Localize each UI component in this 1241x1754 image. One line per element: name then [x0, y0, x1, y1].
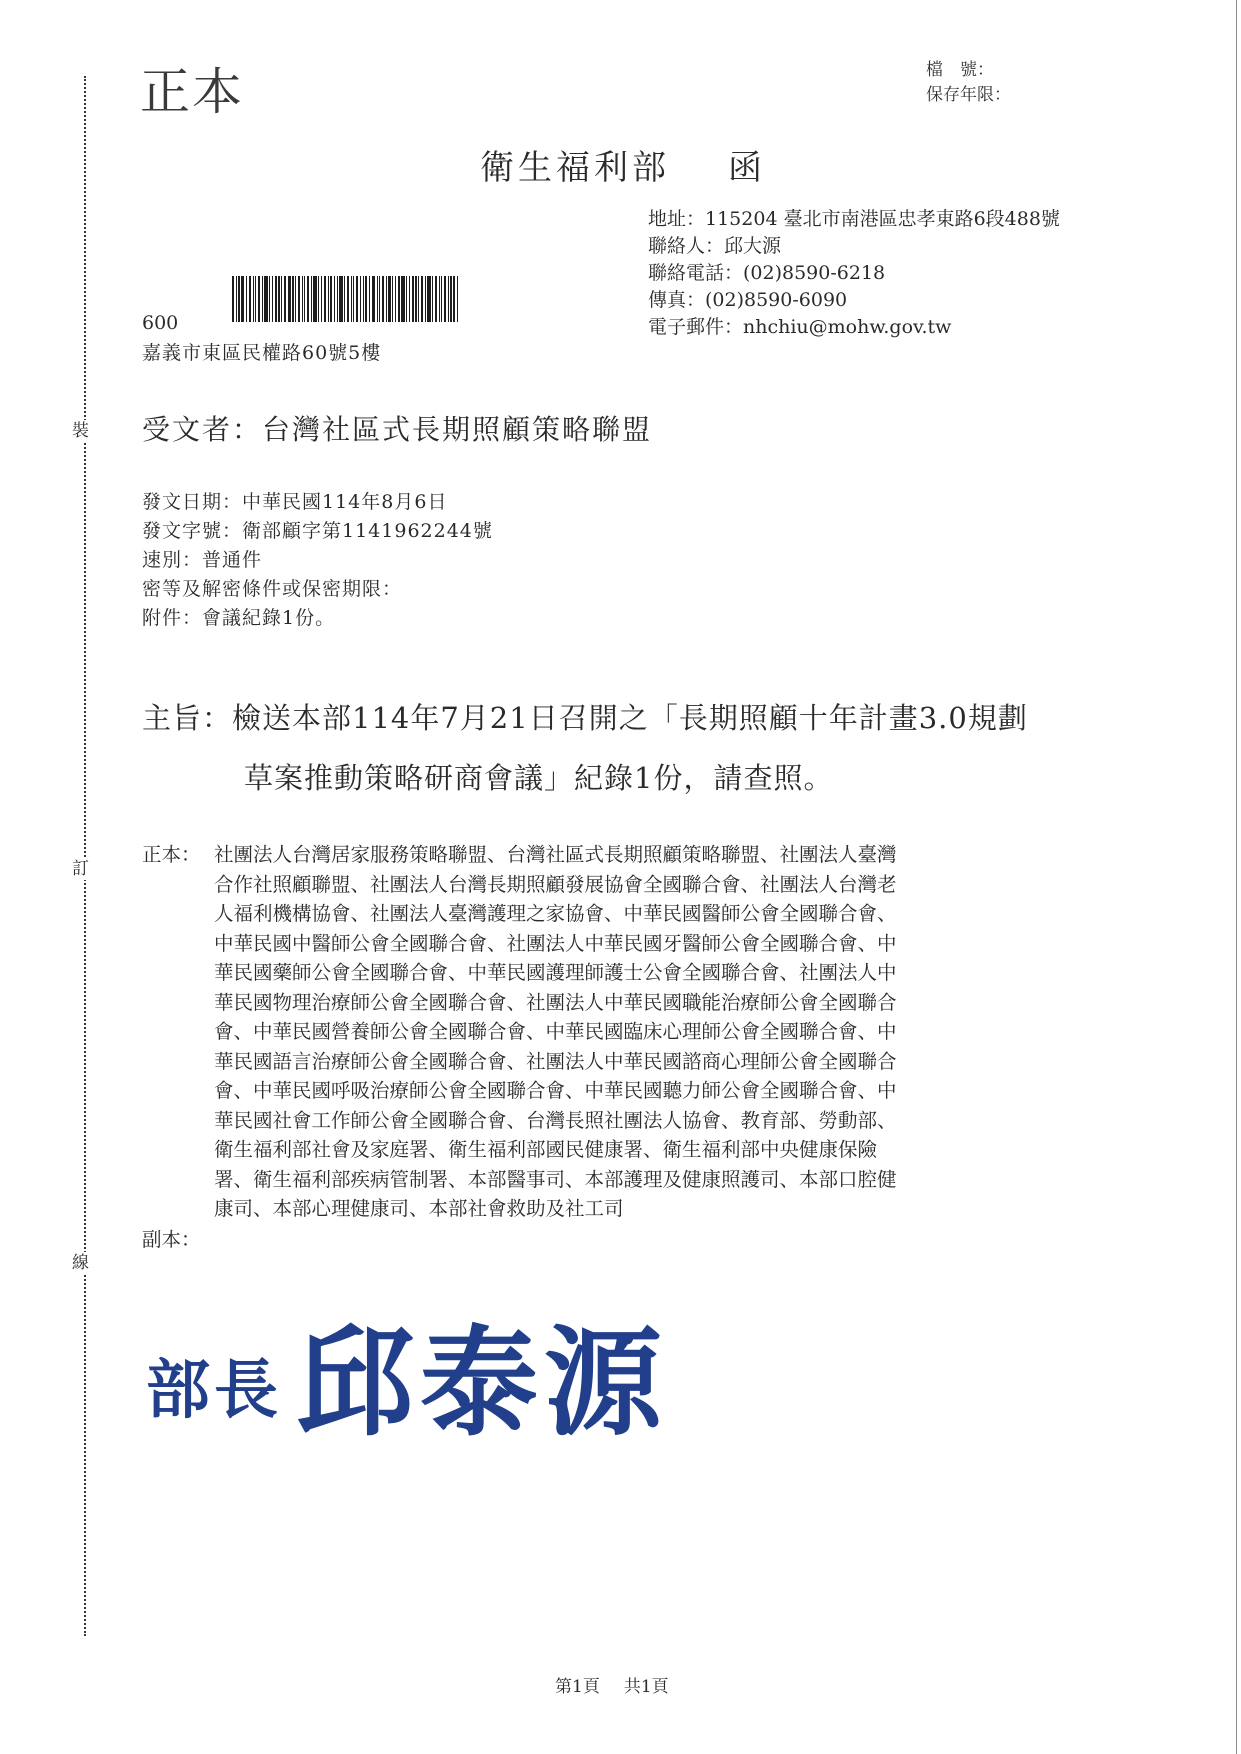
- page-total: 共1頁: [623, 1677, 669, 1697]
- minister-signature: [146, 1288, 668, 1458]
- issue-date: 發文日期：中華民國114年8月6日: [142, 491, 448, 513]
- mailing-address: 嘉義市東區民權路60號5樓: [142, 342, 382, 364]
- recipient-line: 中華民國中醫師公會全國聯合會、社團法人中華民國牙醫師公會全國聯合會、中: [214, 931, 897, 955]
- retention-label: 保存年限：: [926, 85, 1011, 105]
- file-meta: [926, 58, 1011, 108]
- recipient: 受文者：台灣社區式長期照顧策略聯盟: [142, 413, 653, 446]
- page-footer: [555, 1672, 669, 1697]
- signature-name: 邱泰源: [296, 1313, 669, 1452]
- recipient-line: 康司、本部心理健康司、本部社會救助及社工司: [214, 1197, 624, 1220]
- document-kind: 函: [728, 148, 766, 188]
- recipient-line: 華民國藥師公會全國聯合會、中華民國護理師護士公會全國聯合會、社團法人中: [214, 961, 897, 984]
- mailing-zip: 600: [142, 312, 179, 334]
- contact-email: 電子郵件：nhchiu@mohw.gov.tw: [648, 316, 952, 338]
- speed-class: 速別：普通件: [142, 549, 263, 571]
- document-number: 發文字號：衛部顧字第1141962244號: [142, 520, 493, 542]
- binding-dotted-line: [84, 76, 86, 1636]
- retention-row: [926, 83, 1011, 108]
- recipient-line: 衛生福利部社會及家庭署、衛生福利部國民健康署、衛生福利部中央健康保險: [214, 1138, 878, 1161]
- classification: 密等及解密條件或保密期限：: [142, 578, 403, 600]
- recipient-line: 華民國物理治療師公會全國聯合會、社團法人中華民國職能治療師公會全國聯合: [214, 990, 897, 1014]
- agency-name: 衛生福利部: [480, 148, 670, 188]
- document-meta: [142, 488, 493, 633]
- main-recipients-label: 正本：: [142, 843, 201, 866]
- binding-mark-xian: 線: [72, 1253, 89, 1273]
- subject-line-2: 草案推動策略研商會議」紀錄1份，請查照。: [244, 761, 834, 795]
- recipient-line: 華民國社會工作師公會全國聯合會、台灣長照社團法人協會、教育部、勞動部、: [214, 1108, 897, 1132]
- cc-label: 副本：: [142, 1228, 201, 1251]
- file-number-row: [926, 58, 1011, 83]
- contact-fax: 傳真：(02)8590-6090: [648, 289, 848, 311]
- recipient-line: 華民國語言治療師公會全國聯合會、社團法人中華民國諮商心理師公會全國聯合: [214, 1049, 897, 1073]
- page-number: 第1頁: [555, 1677, 600, 1697]
- recipient-line: 會、中華民國呼吸治療師公會全國聯合會、中華民國聽力師公會全國聯合會、中: [214, 1079, 897, 1102]
- contact-address: 地址：115204 臺北市南港區忠孝東路6段488號: [648, 208, 1060, 230]
- subject-line-1: 主旨：檢送本部114年7月21日召開之「長期照顧十年計畫3.0規劃: [142, 701, 1028, 735]
- copy-type-stamp: 正本: [140, 63, 244, 121]
- page-edge-line: [1236, 0, 1237, 1754]
- recipient-line: 人福利機構協會、社團法人臺灣護理之家協會、中華民國醫師公會全國聯合會、: [214, 902, 897, 925]
- signature-title: 部長: [146, 1353, 282, 1428]
- recipient-line: 社團法人台灣居家服務策略聯盟、台灣社區式長期照顧策略聯盟、社團法人臺灣: [214, 843, 897, 866]
- barcode-icon: [232, 276, 516, 322]
- main-recipients: [214, 840, 1094, 1224]
- recipient-line: 署、衛生福利部疾病管制署、本部醫事司、本部護理及健康照護司、本部口腔健: [214, 1167, 897, 1191]
- contact-person: 聯絡人：邱大源: [648, 235, 782, 257]
- attachment: 附件：會議紀錄1份。: [142, 607, 336, 629]
- document-title: [480, 140, 766, 189]
- binding-mark-zhuang: 裝: [72, 421, 89, 441]
- recipient-line: 會、中華民國營養師公會全國聯合會、中華民國臨床心理師公會全國聯合會、中: [214, 1020, 897, 1043]
- recipient-line: 合作社照顧聯盟、社團法人台灣長期照顧發展協會全國聯合會、社團法人台灣老: [214, 872, 897, 896]
- file-number-label: 檔 號：: [926, 60, 994, 80]
- contact-phone: 聯絡電話：(02)8590-6218: [648, 262, 886, 284]
- contact-block: [648, 206, 1060, 341]
- subject: [142, 688, 1028, 808]
- binding-mark-ding: 訂: [72, 859, 89, 879]
